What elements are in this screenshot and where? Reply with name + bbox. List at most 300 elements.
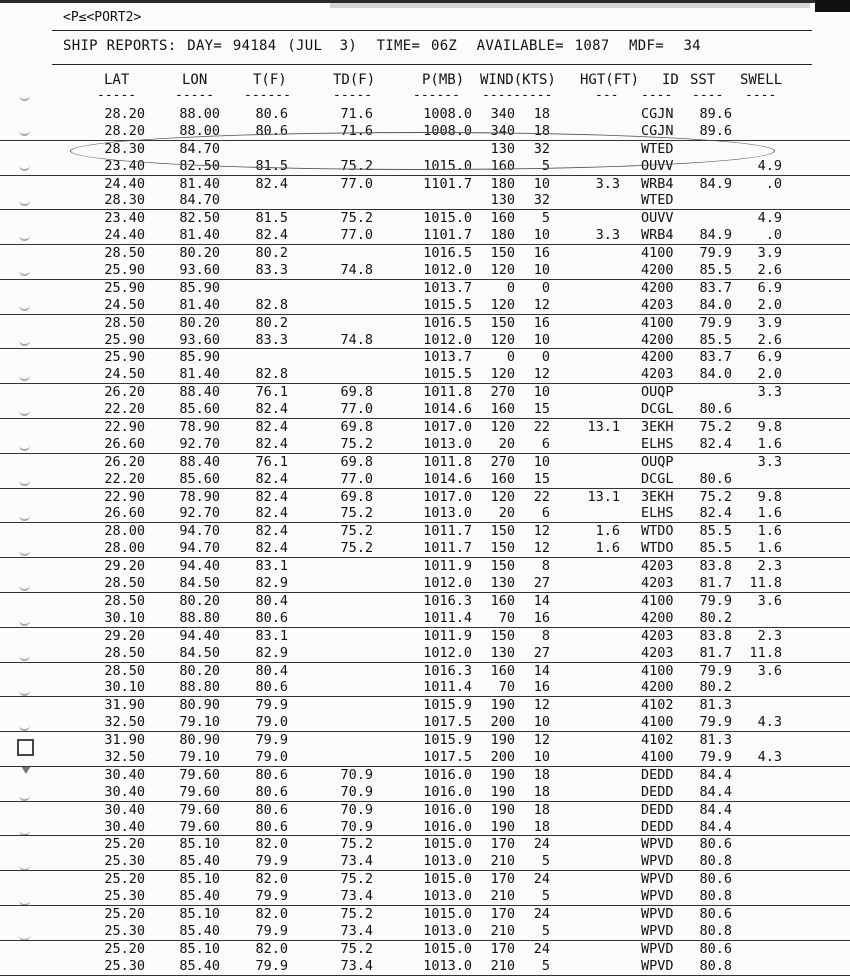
- cell-lon: 88.00: [179, 106, 220, 122]
- col-swell: SWELL: [740, 72, 783, 88]
- table-row: [0, 436, 850, 454]
- table-row: [0, 853, 850, 871]
- cell-id: OUQP: [641, 453, 674, 470]
- table-row: [0, 679, 850, 697]
- cell-sw: 2.6: [757, 331, 782, 348]
- cell-tf: 81.5: [255, 210, 288, 227]
- cell-lon: 88.80: [179, 679, 220, 696]
- cell-tf: 80.4: [255, 662, 288, 679]
- cell-id: WPVD: [641, 922, 674, 939]
- cell-lon: 80.20: [179, 314, 220, 331]
- cell-sst: 84.0: [699, 296, 732, 313]
- cell-wd: 160: [490, 662, 515, 679]
- cell-p: 1012.0: [423, 262, 472, 279]
- cell-p: 1016.0: [423, 766, 472, 783]
- cell-id: 4102: [641, 732, 674, 749]
- cell-wd: 0: [506, 349, 515, 366]
- cell-td: 75.2: [340, 210, 373, 227]
- table-row: [0, 123, 850, 141]
- cell-lat: 25.90: [104, 331, 145, 348]
- cell-wd: 190: [490, 732, 515, 749]
- cell-wd: 190: [490, 766, 515, 783]
- cell-tf: 79.9: [255, 853, 288, 870]
- cell-ws: 18: [533, 122, 550, 139]
- table-row: [0, 941, 850, 958]
- cell-wd: 160: [490, 401, 515, 418]
- cell-ws: 5: [541, 922, 550, 939]
- cell-tf: 80.2: [255, 245, 288, 262]
- cell-id: 4203: [641, 558, 674, 575]
- cell-id: 4102: [641, 697, 674, 714]
- cell-id: DEDD: [641, 818, 674, 835]
- cell-lon: 94.40: [179, 627, 220, 644]
- table-row: [0, 923, 850, 941]
- cell-td: 75.2: [340, 505, 373, 522]
- cell-p: 1101.7: [423, 227, 472, 244]
- cell-lon: 82.50: [179, 157, 220, 174]
- cell-sst: 83.8: [699, 627, 732, 644]
- cell-sw: 1.6: [757, 505, 782, 522]
- cell-sw: 4.3: [757, 748, 782, 765]
- cell-ws: 16: [533, 245, 550, 262]
- cell-lat: 30.10: [104, 679, 145, 696]
- cell-id: DEDD: [641, 783, 674, 800]
- cell-sw: 1.6: [757, 540, 782, 557]
- cell-td: 73.4: [340, 957, 373, 974]
- cell-tf: 79.9: [255, 957, 288, 974]
- table-row: [0, 210, 850, 227]
- cell-lon: 81.40: [179, 366, 220, 383]
- header-available-label: AVAILABLE=: [476, 38, 564, 54]
- cell-tf: 82.9: [255, 575, 288, 592]
- cell-lon: 85.10: [179, 905, 220, 922]
- cell-sw: 11.8: [749, 644, 782, 661]
- cell-lat: 24.50: [104, 366, 145, 383]
- cell-sst: 79.9: [699, 714, 732, 731]
- ul-id: ----: [641, 88, 673, 103]
- table-row: [0, 906, 850, 923]
- col-hgt: HGT(FT): [580, 72, 640, 88]
- cell-sst: 81.3: [699, 732, 732, 749]
- cell-tf: 82.4: [255, 505, 288, 522]
- cell-id: ELHS: [641, 435, 674, 452]
- cell-p: 1011.8: [423, 453, 472, 470]
- cell-p: 1017.0: [423, 419, 472, 436]
- cell-p: 1016.0: [423, 818, 472, 835]
- cell-td: 71.6: [340, 106, 373, 122]
- cell-sw: 4.3: [757, 714, 782, 731]
- cell-lat: 26.20: [104, 453, 145, 470]
- cell-lat: 30.40: [104, 783, 145, 800]
- cell-sst: 80.8: [699, 957, 732, 974]
- cell-tf: 81.5: [255, 157, 288, 174]
- table-row: [0, 593, 850, 610]
- cell-tf: 82.0: [255, 905, 288, 922]
- cell-tf: 82.4: [255, 227, 288, 244]
- cell-tf: 82.0: [255, 940, 288, 957]
- cell-ws: 0: [541, 349, 550, 366]
- cell-p: 1011.7: [423, 523, 472, 540]
- table-row: [0, 819, 850, 837]
- cell-sw: 2.6: [757, 262, 782, 279]
- cell-wd: 170: [490, 905, 515, 922]
- cell-id: WPVD: [641, 836, 674, 853]
- cell-sst: 80.6: [699, 836, 732, 853]
- table-row: [0, 767, 850, 784]
- cell-id: 4100: [641, 314, 674, 331]
- header-day-value: 94184: [232, 38, 277, 54]
- cell-id: 4100: [641, 245, 674, 262]
- cell-sst: 84.4: [699, 783, 732, 800]
- cell-tf: 82.4: [255, 488, 288, 505]
- cell-sw: 6.9: [757, 279, 782, 296]
- cell-lon: 79.10: [179, 748, 220, 765]
- cell-sst: 80.6: [699, 401, 732, 418]
- table-row: [0, 505, 850, 523]
- cell-tf: 82.9: [255, 644, 288, 661]
- cell-tf: 80.6: [255, 801, 288, 818]
- cell-lat: 29.20: [104, 627, 145, 644]
- cell-p: 1012.0: [423, 575, 472, 592]
- cell-ws: 16: [533, 679, 550, 696]
- cell-id: WPVD: [641, 905, 674, 922]
- cell-lat: 28.20: [104, 122, 145, 139]
- cell-lon: 80.20: [179, 245, 220, 262]
- table-row: [0, 384, 850, 401]
- cell-p: 1013.7: [423, 349, 472, 366]
- cell-lon: 79.60: [179, 766, 220, 783]
- cell-p: 1015.0: [423, 210, 472, 227]
- cell-ws: 24: [533, 905, 550, 922]
- cell-lon: 79.10: [179, 714, 220, 731]
- ul-lat: -----: [97, 88, 137, 103]
- cell-tf: 80.6: [255, 122, 288, 139]
- cell-wd: 150: [490, 540, 515, 557]
- cell-lon: 94.40: [179, 558, 220, 575]
- cell-lat: 25.30: [104, 922, 145, 939]
- cell-ws: 5: [541, 210, 550, 227]
- ul-p: ------: [413, 88, 460, 103]
- table-row: [0, 888, 850, 906]
- cell-id: WPVD: [641, 888, 674, 905]
- cell-ws: 12: [533, 697, 550, 714]
- col-lon: LON: [182, 72, 208, 88]
- cell-ws: 32: [533, 192, 550, 209]
- cell-lon: 85.10: [179, 836, 220, 853]
- cell-tf: 83.3: [255, 331, 288, 348]
- cell-lon: 94.70: [179, 523, 220, 540]
- cell-sst: 81.7: [699, 644, 732, 661]
- cell-id: 3EKH: [641, 419, 674, 436]
- cell-id: CGJN: [641, 122, 674, 139]
- cell-sst: 80.6: [699, 940, 732, 957]
- cell-p: 1011.9: [423, 627, 472, 644]
- cell-wd: 190: [490, 697, 515, 714]
- ul-hgt: ---: [595, 88, 619, 103]
- cell-lat: 25.20: [104, 940, 145, 957]
- cell-wd: 20: [498, 505, 515, 522]
- cell-lat: 25.90: [104, 279, 145, 296]
- cell-td: 77.0: [340, 175, 373, 192]
- cell-tf: 82.4: [255, 523, 288, 540]
- cell-p: 1017.0: [423, 488, 472, 505]
- cell-lon: 85.40: [179, 922, 220, 939]
- cell-ws: 18: [533, 783, 550, 800]
- cell-tf: 83.1: [255, 558, 288, 575]
- cell-wd: 210: [490, 957, 515, 974]
- cell-td: 70.9: [340, 818, 373, 835]
- cell-hgt: 13.1: [587, 419, 620, 436]
- col-tf: T(F): [253, 72, 287, 88]
- cell-p: 1008.0: [423, 106, 472, 122]
- cell-wd: 150: [490, 314, 515, 331]
- cell-lat: 25.20: [104, 836, 145, 853]
- cell-id: 4203: [641, 627, 674, 644]
- cell-p: 1016.5: [423, 245, 472, 262]
- cell-p: 1015.5: [423, 296, 472, 313]
- cell-sw: 2.0: [757, 366, 782, 383]
- table-row: [0, 958, 850, 976]
- cell-tf: 83.1: [255, 627, 288, 644]
- cell-lat: 31.90: [104, 697, 145, 714]
- cell-lat: 28.50: [104, 662, 145, 679]
- cell-lat: 25.20: [104, 905, 145, 922]
- cell-wd: 170: [490, 871, 515, 888]
- cell-lat: 23.40: [104, 157, 145, 174]
- report-id: <P≤<PORT2>: [63, 10, 142, 25]
- cell-ws: 12: [533, 366, 550, 383]
- cell-lat: 25.90: [104, 349, 145, 366]
- cell-wd: 150: [490, 523, 515, 540]
- ul-lon: -----: [175, 88, 215, 103]
- cell-sw: 9.8: [757, 419, 782, 436]
- table-row: [0, 575, 850, 593]
- col-p: P(MB): [422, 72, 465, 88]
- cell-wd: 150: [490, 558, 515, 575]
- cell-tf: 82.8: [255, 366, 288, 383]
- cell-sst: 89.6: [699, 106, 732, 122]
- cell-sst: 89.6: [699, 122, 732, 139]
- cell-sw: 3.3: [757, 384, 782, 401]
- cell-ws: 15: [533, 470, 550, 487]
- cell-lat: 32.50: [104, 748, 145, 765]
- cell-wd: 180: [490, 175, 515, 192]
- cell-id: WTDO: [641, 523, 674, 540]
- cell-lon: 80.20: [179, 662, 220, 679]
- cell-p: 1013.0: [423, 505, 472, 522]
- cell-id: DEDD: [641, 801, 674, 818]
- table-row: [0, 610, 850, 628]
- cell-sst: 85.5: [699, 540, 732, 557]
- cell-tf: 82.0: [255, 871, 288, 888]
- cell-id: DCGL: [641, 401, 674, 418]
- cell-td: 74.8: [340, 331, 373, 348]
- cell-tf: 82.4: [255, 540, 288, 557]
- cell-lat: 30.40: [104, 766, 145, 783]
- cell-lon: 93.60: [179, 262, 220, 279]
- page-corner-mark: [815, 0, 850, 12]
- cell-lon: 85.90: [179, 279, 220, 296]
- cell-tf: 82.0: [255, 836, 288, 853]
- cell-sst: 84.4: [699, 766, 732, 783]
- table-row: [0, 366, 850, 384]
- cell-lat: 24.40: [104, 175, 145, 192]
- table-row: [0, 192, 850, 210]
- table-row: [0, 749, 850, 767]
- table-row: [0, 401, 850, 419]
- cell-id: DEDD: [641, 766, 674, 783]
- cell-wd: 160: [490, 210, 515, 227]
- col-id: ID: [662, 72, 679, 88]
- cell-lon: 84.70: [179, 140, 220, 157]
- cell-lon: 79.60: [179, 801, 220, 818]
- cell-lon: 85.10: [179, 871, 220, 888]
- cell-tf: 82.4: [255, 401, 288, 418]
- cell-wd: 170: [490, 940, 515, 957]
- cell-td: 75.2: [340, 905, 373, 922]
- cell-lat: 26.20: [104, 384, 145, 401]
- cell-sw: 4.9: [757, 210, 782, 227]
- cell-ws: 8: [541, 627, 550, 644]
- cell-lat: 26.60: [104, 435, 145, 452]
- cell-tf: 82.4: [255, 470, 288, 487]
- cell-lat: 25.20: [104, 871, 145, 888]
- cell-wd: 210: [490, 888, 515, 905]
- col-wind: WIND(KTS): [480, 72, 556, 88]
- cell-tf: 82.8: [255, 296, 288, 313]
- cell-p: 1011.4: [423, 609, 472, 626]
- header-title: SHIP REPORTS:: [63, 38, 177, 54]
- cell-wd: 340: [490, 106, 515, 122]
- cell-id: OUVV: [641, 157, 674, 174]
- cell-sst: 79.9: [699, 314, 732, 331]
- cell-sw: .0: [765, 175, 782, 192]
- ul-swell: ----: [745, 88, 777, 103]
- col-sst: SST: [690, 72, 716, 88]
- cell-sst: 80.2: [699, 679, 732, 696]
- cell-tf: 80.6: [255, 609, 288, 626]
- cell-sw: 1.6: [757, 435, 782, 452]
- cell-ws: 12: [533, 540, 550, 557]
- cell-p: 1016.5: [423, 314, 472, 331]
- cell-wd: 130: [490, 192, 515, 209]
- table-row: [0, 489, 850, 506]
- cell-sst: 84.9: [699, 227, 732, 244]
- cell-ws: 14: [533, 662, 550, 679]
- table-row: [0, 558, 850, 575]
- cell-tf: 80.6: [255, 818, 288, 835]
- cell-p: 1015.0: [423, 905, 472, 922]
- header-rule-top: [52, 30, 812, 31]
- cell-lon: 78.90: [179, 488, 220, 505]
- cell-p: 1101.7: [423, 175, 472, 192]
- cell-td: 75.2: [340, 940, 373, 957]
- cell-wd: 160: [490, 157, 515, 174]
- cell-lat: 22.20: [104, 470, 145, 487]
- cell-tf: 82.4: [255, 435, 288, 452]
- cell-td: 75.2: [340, 540, 373, 557]
- cell-ws: 0: [541, 279, 550, 296]
- cell-id: DCGL: [641, 470, 674, 487]
- cell-td: 77.0: [340, 470, 373, 487]
- cell-sst: 84.4: [699, 801, 732, 818]
- cell-td: 77.0: [340, 227, 373, 244]
- cell-tf: 80.4: [255, 592, 288, 609]
- cell-sw: .0: [765, 227, 782, 244]
- cell-hgt: 3.3: [595, 175, 620, 192]
- cell-ws: 18: [533, 766, 550, 783]
- cell-wd: 120: [490, 488, 515, 505]
- cell-td: 70.9: [340, 766, 373, 783]
- cell-lon: 84.50: [179, 575, 220, 592]
- cell-id: WPVD: [641, 957, 674, 974]
- cell-sw: 6.9: [757, 349, 782, 366]
- cell-wd: 210: [490, 922, 515, 939]
- cell-ws: 5: [541, 957, 550, 974]
- cell-sst: 80.8: [699, 922, 732, 939]
- cell-lon: 78.90: [179, 419, 220, 436]
- cell-wd: 20: [498, 435, 515, 452]
- cell-tf: 76.1: [255, 453, 288, 470]
- cell-id: OUQP: [641, 384, 674, 401]
- cell-wd: 120: [490, 331, 515, 348]
- cell-lon: 88.40: [179, 453, 220, 470]
- cell-td: 75.2: [340, 836, 373, 853]
- cell-hgt: 13.1: [587, 488, 620, 505]
- cell-ws: 16: [533, 609, 550, 626]
- table-row: [0, 419, 850, 436]
- cell-lat: 30.40: [104, 801, 145, 818]
- cell-lon: 80.20: [179, 592, 220, 609]
- ul-td: -----: [333, 88, 373, 103]
- table-row: [0, 836, 850, 853]
- table-row: [0, 245, 850, 262]
- cell-ws: 8: [541, 558, 550, 575]
- cell-td: 70.9: [340, 783, 373, 800]
- table-row: [0, 176, 850, 193]
- cell-ws: 22: [533, 488, 550, 505]
- column-headers: [0, 72, 850, 102]
- cell-td: 73.4: [340, 853, 373, 870]
- cell-sw: 3.9: [757, 314, 782, 331]
- cell-p: 1011.7: [423, 540, 472, 557]
- cell-lat: 29.20: [104, 558, 145, 575]
- cell-sw: 2.3: [757, 627, 782, 644]
- cell-p: 1016.3: [423, 662, 472, 679]
- cell-sw: 2.3: [757, 558, 782, 575]
- cell-sst: 79.9: [699, 662, 732, 679]
- cell-id: 4203: [641, 296, 674, 313]
- cell-ws: 5: [541, 853, 550, 870]
- cell-lat: 25.90: [104, 262, 145, 279]
- cell-sst: 83.7: [699, 279, 732, 296]
- table-row: [0, 454, 850, 471]
- ul-wind: ---------: [482, 88, 553, 103]
- cell-sw: 9.8: [757, 488, 782, 505]
- cell-sst: 79.9: [699, 245, 732, 262]
- header-available-value: 1087: [574, 38, 610, 54]
- cell-wd: 120: [490, 262, 515, 279]
- cell-ws: 10: [533, 384, 550, 401]
- cell-wd: 130: [490, 644, 515, 661]
- cell-sw: 1.6: [757, 523, 782, 540]
- cell-ws: 24: [533, 871, 550, 888]
- table-row: [0, 871, 850, 888]
- cell-td: 70.9: [340, 801, 373, 818]
- cell-id: 4200: [641, 279, 674, 296]
- header-mdf-label: MDF=: [629, 38, 664, 54]
- table-row: [0, 297, 850, 315]
